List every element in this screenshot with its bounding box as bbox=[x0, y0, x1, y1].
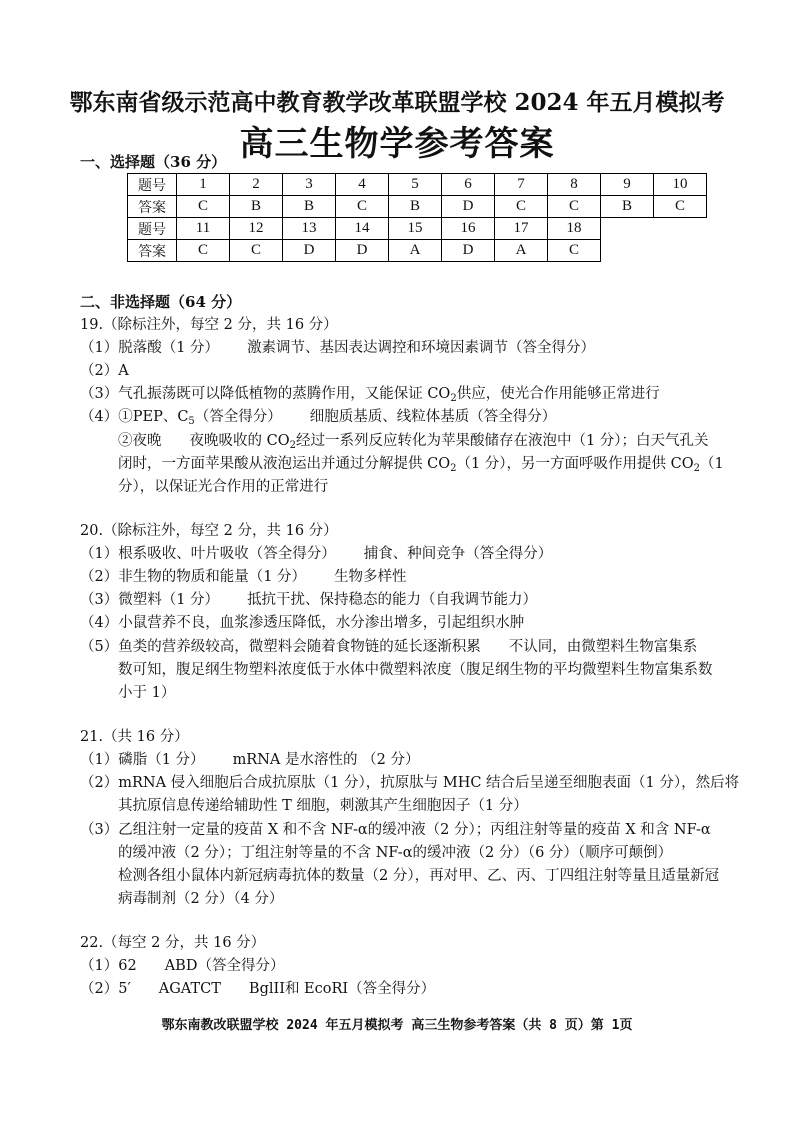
table-row bbox=[128, 218, 707, 240]
q20-answer-5-end: 小于 1） bbox=[118, 685, 176, 701]
table-header-cell: 答案 bbox=[128, 240, 177, 262]
q20-answer-2 bbox=[80, 566, 407, 588]
q19-answer-1 bbox=[80, 337, 595, 359]
page-title: 高三生物学参考答案 bbox=[239, 124, 555, 164]
table-cell: 18 bbox=[548, 218, 601, 240]
q19-answer-4 bbox=[80, 406, 556, 433]
table-cell: 3 bbox=[283, 174, 336, 196]
answer-text: 生物多样性 bbox=[334, 569, 407, 585]
table-cell: 14 bbox=[336, 218, 389, 240]
q20-heading: 20.（除标注外，每空 2 分，共 16 分） bbox=[80, 523, 338, 539]
table-cell: D bbox=[336, 240, 389, 262]
answer-text: 闭时，一方面苹果酸从液泡运出并通过分解提供 CO bbox=[118, 456, 451, 472]
answer-text: （3）微塑料（1 分） bbox=[80, 592, 220, 608]
answer-text: AGATCT bbox=[158, 981, 221, 997]
table-cell: C bbox=[177, 196, 230, 218]
table-cell: B bbox=[601, 196, 654, 218]
answer-text: （4）①PEP、C bbox=[80, 409, 189, 425]
q20-answer-5 bbox=[80, 636, 697, 658]
table-cell: C bbox=[654, 196, 707, 218]
q21-answer-2: （2）mRNA 侵入细胞后合成抗原肽（1 分），抗原肽与 MHC 结合后呈递至细胞表面（1 分），然后将 bbox=[80, 775, 740, 791]
q20-answer-4: （4）小鼠营养不良，血浆渗透压降低，水分渗出增多，引起组织水肿 bbox=[80, 615, 525, 631]
q21-answer-2-cont: 其抗原信息传递给辅助性 T 细胞，刺激其产生细胞因子（1 分） bbox=[118, 798, 528, 814]
table-empty-cell bbox=[601, 240, 654, 262]
subscript: 2 bbox=[693, 463, 701, 474]
table-row bbox=[128, 174, 707, 196]
table-cell: 5 bbox=[389, 174, 442, 196]
answer-text: ②夜晚 bbox=[118, 433, 162, 449]
q20-answer-3 bbox=[80, 589, 537, 611]
answer-text: （5）鱼类的营养级较高，微塑料会随着食物链的延长逐渐积累 bbox=[80, 639, 481, 655]
q22-heading: 22.（每空 2 分，共 16 分） bbox=[80, 935, 266, 951]
answer-text: 经过一系列反应转化为苹果酸储存在液泡中（1 分）；白天气孔关 bbox=[295, 433, 709, 449]
answer-text: BglII和 EcoRI（答全得分） bbox=[248, 981, 436, 997]
table-cell: 7 bbox=[495, 174, 548, 196]
table-cell: C bbox=[548, 240, 601, 262]
table-cell: 12 bbox=[230, 218, 283, 240]
table-cell: 8 bbox=[548, 174, 601, 196]
subscript: 5 bbox=[188, 416, 195, 427]
answer-text: （1 bbox=[700, 456, 724, 472]
table-cell: B bbox=[283, 196, 336, 218]
answer-text: 供应，使光合作用能够正常进行 bbox=[456, 386, 660, 402]
answer-text: （1）根系吸收、叶片吸收（答全得分） bbox=[80, 546, 336, 562]
table-cell: 4 bbox=[336, 174, 389, 196]
answer-text: mRNA 是水溶性的 （2 分） bbox=[232, 752, 420, 768]
table-cell: A bbox=[495, 240, 548, 262]
table-row bbox=[128, 240, 707, 262]
table-row bbox=[128, 196, 707, 218]
answer-text: （答全得分） bbox=[194, 409, 282, 425]
answer-text: （1 分），另一方面呼吸作用提供 CO bbox=[456, 456, 694, 472]
q21-answer-3-cont: 的缓冲液（2 分）；丁组注射等量的不含 NF-α的缓冲液（2 分）（6 分）（顺序可颠倒） bbox=[118, 845, 673, 861]
q22-answer-1 bbox=[80, 955, 284, 977]
subscript: 2 bbox=[289, 440, 296, 451]
table-empty-cell bbox=[654, 240, 707, 262]
table-cell: 9 bbox=[601, 174, 654, 196]
table-cell: 13 bbox=[283, 218, 336, 240]
q22-answer-2 bbox=[80, 978, 435, 1000]
table-cell: C bbox=[548, 196, 601, 218]
table-cell: 10 bbox=[654, 174, 707, 196]
subscript: 2 bbox=[450, 393, 457, 404]
table-cell: D bbox=[283, 240, 336, 262]
answer-text: 激素调节、基因表达调控和环境因素调节（答全得分） bbox=[247, 340, 596, 356]
table-cell: D bbox=[442, 196, 495, 218]
table-header-cell: 题号 bbox=[128, 218, 177, 240]
table-cell: 1 bbox=[177, 174, 230, 196]
q21-answer-3-end: 病毒制剂（2 分）（4 分） bbox=[118, 891, 284, 907]
q19-answer-2: （2）A bbox=[80, 363, 129, 379]
answer-text: ABD（答全得分） bbox=[164, 958, 285, 974]
q21-heading: 21.（共 16 分） bbox=[80, 729, 189, 745]
table-cell: 2 bbox=[230, 174, 283, 196]
section-heading-choice: 一、选择题（36 分） bbox=[80, 153, 227, 171]
table-empty-cell bbox=[601, 218, 654, 240]
answer-text: 细胞质基质、线粒体基质（答全得分） bbox=[309, 409, 557, 425]
table-cell: 11 bbox=[177, 218, 230, 240]
answer-text: 夜晚吸收的 CO bbox=[189, 433, 290, 449]
q19-heading: 19.（除标注外，每空 2 分，共 16 分） bbox=[80, 317, 338, 333]
answer-text: （1）62 bbox=[80, 958, 137, 974]
answer-text: 不认同，由微塑料生物富集系 bbox=[508, 639, 698, 655]
answer-text: （1）磷脂（1 分） bbox=[80, 752, 205, 768]
table-cell: B bbox=[389, 196, 442, 218]
q21-answer-3-detect: 检测各组小鼠体内新冠病毒抗体的数量（2 分），再对甲、乙、丙、丁四组注射等量且适量新冠 bbox=[118, 868, 720, 884]
q20-answer-5-cont: 数可知，腹足纲生物塑料浓度低于水体中微塑料浓度（腹足纲生物的平均微塑料生物富集系数 bbox=[118, 662, 713, 678]
subscript: 2 bbox=[450, 463, 457, 474]
page-footer: 鄂东南教改联盟学校 2024 年五月模拟考 高三生物参考答案（共 8 页）第 1页 bbox=[161, 1018, 633, 1033]
table-cell: 17 bbox=[495, 218, 548, 240]
q21-answer-1 bbox=[80, 749, 419, 771]
table-cell: 15 bbox=[389, 218, 442, 240]
table-cell: D bbox=[442, 240, 495, 262]
answer-text: （2）5′ bbox=[80, 981, 131, 997]
q19-answer-4b-end: 分），以保证光合作用的正常进行 bbox=[118, 479, 329, 495]
section-heading-nonchoice: 二、非选择题（64 分） bbox=[80, 293, 242, 311]
table-header-cell: 题号 bbox=[128, 174, 177, 196]
table-cell: C bbox=[177, 240, 230, 262]
table-cell: B bbox=[230, 196, 283, 218]
answer-table bbox=[127, 173, 707, 262]
q21-answer-3: （3）乙组注射一定量的疫苗 X 和不含 NF-α的缓冲液（2 分）；丙组注射等量的疫苗 X 和含 NF-α bbox=[80, 822, 711, 838]
q20-answer-1 bbox=[80, 543, 552, 565]
answer-text: （3）气孔振荡既可以降低植物的蒸腾作用，又能保证 CO bbox=[80, 386, 451, 402]
exam-title: 鄂东南省级示范高中教育教学改革联盟学校 2024 年五月模拟考 bbox=[69, 89, 725, 116]
table-cell: C bbox=[495, 196, 548, 218]
answer-text: （2）非生物的物质和能量（1 分） bbox=[80, 569, 307, 585]
table-cell: 6 bbox=[442, 174, 495, 196]
table-cell: C bbox=[230, 240, 283, 262]
table-header-cell: 答案 bbox=[128, 196, 177, 218]
table-cell: 16 bbox=[442, 218, 495, 240]
table-cell: A bbox=[389, 240, 442, 262]
table-cell: C bbox=[336, 196, 389, 218]
answer-text: 捕食、种间竞争（答全得分） bbox=[363, 546, 553, 562]
table-empty-cell bbox=[654, 218, 707, 240]
answer-text: （1）脱落酸（1 分） bbox=[80, 340, 220, 356]
answer-text: 抵抗干扰、保持稳态的能力（自我调节能力） bbox=[247, 592, 538, 608]
